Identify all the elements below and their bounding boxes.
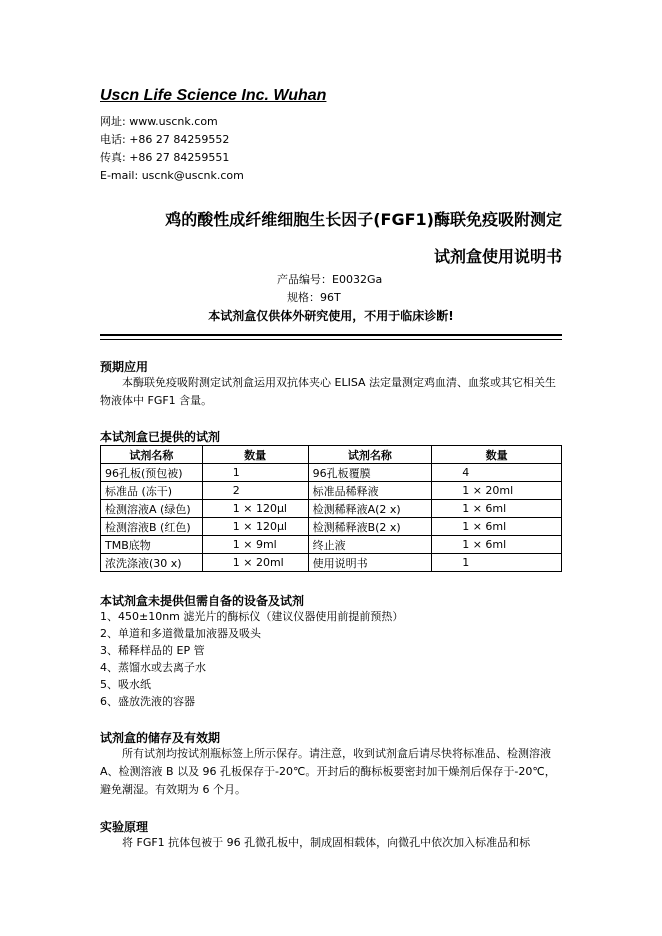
table-row [101,536,562,554]
equipment-heading: 本试剂盒未提供但需自备的设备及试剂 [100,594,305,608]
contact-email: E-mail: uscnk@uscnk.com [100,169,244,182]
table-cell: 1 × 120μl [202,518,308,536]
table-cell: 检测溶液A (绿色) [101,500,203,518]
divider-thick [100,334,562,336]
table-row [101,518,562,536]
header-reagent-name: 试剂名称 [101,446,203,464]
list-item: 2、单道和多道微量加液器及吸头 [100,627,261,640]
reagents-table [100,445,562,572]
table-cell: 标准品 (冻干) [101,482,203,500]
table-cell: 终止液 [308,536,432,554]
table-cell: 浓洗涤液(30 x) [101,554,203,572]
contact-phone: 电话: +86 27 84259552 [100,133,230,146]
product-spec: 规格：96T [287,291,341,304]
table-cell: 1 × 6ml [432,500,562,518]
table-cell: 1 × 20ml [432,482,562,500]
table-cell: 1 [432,554,562,572]
table-cell: 检测溶液B (红色) [101,518,203,536]
table-cell: 96孔板覆膜 [308,464,432,482]
table-cell: 1 [202,464,308,482]
table-cell: 1 × 120μl [202,500,308,518]
table-cell: 检测稀释液B(2 x) [308,518,432,536]
principle-text: 将 FGF1 抗体包被于 96 孔微孔板中，制成固相载体，向微孔中依次加入标准品和标 [122,836,531,849]
product-code: 产品编号：E0032Ga [277,273,383,286]
table-cell: 1 × 20ml [202,554,308,572]
table-header-row [101,446,562,464]
research-use-notice: 本试剂盒仅供体外研究使用，不用于临床诊断! [208,309,454,323]
table-row [101,554,562,572]
header-reagent-name: 试剂名称 [308,446,432,464]
table-cell: TMB底物 [101,536,203,554]
table-cell: 1 × 6ml [432,518,562,536]
table-cell: 1 × 9ml [202,536,308,554]
company-name: Uscn Life Science Inc. Wuhan [100,87,327,104]
table-cell: 2 [202,482,308,500]
document-title-line1: 鸡的酸性成纤维细胞生长因子(FGF1)酶联免疫吸附测定 [165,210,562,229]
table-cell: 96孔板(预包被) [101,464,203,482]
table-row [101,500,562,518]
header-quantity: 数量 [432,446,562,464]
contact-website: 网址: www.uscnk.com [100,115,218,128]
table-cell: 检测稀释液A(2 x) [308,500,432,518]
list-item: 6、盛放洗液的容器 [100,695,195,708]
table-cell: 使用说明书 [308,554,432,572]
header-quantity: 数量 [202,446,308,464]
intended-use-text: 本酶联免疫吸附测定试剂盒运用双抗体夹心 ELISA 法定量测定鸡血清、血浆或其它相关生物液体中 FGF1 含量。 [100,376,557,407]
storage-text: 所有试剂均按试剂瓶标签上所示保存。请注意，收到试剂盒后请尽快将标准品、检测溶液 A、检测溶液 B 以及 96 孔板保存于-20℃。开封后的酶标板要密封加干燥剂后保存于-20℃，避免潮湿。有效期为 6 个月。 [100,747,556,796]
table-cell: 标准品稀释液 [308,482,432,500]
document-title-line2: 试剂盒使用说明书 [433,247,562,266]
intended-use-heading: 预期应用 [100,360,149,374]
list-item: 1、450±10nm 滤光片的酶标仪（建议仪器使用前提前预热） [100,610,404,623]
table-row [101,464,562,482]
table-row [101,482,562,500]
table-cell: 1 × 6ml [432,536,562,554]
list-item: 4、蒸馏水或去离子水 [100,661,206,674]
table-cell: 4 [432,464,562,482]
storage-heading: 试剂盒的储存及有效期 [100,731,221,745]
list-item: 3、稀释样品的 EP 管 [100,644,205,657]
divider-thin [100,339,562,340]
contact-fax: 传真: +86 27 84259551 [100,151,230,164]
reagents-heading: 本试剂盒已提供的试剂 [100,430,221,444]
principle-heading: 实验原理 [100,820,149,834]
list-item: 5、吸水纸 [100,678,151,691]
